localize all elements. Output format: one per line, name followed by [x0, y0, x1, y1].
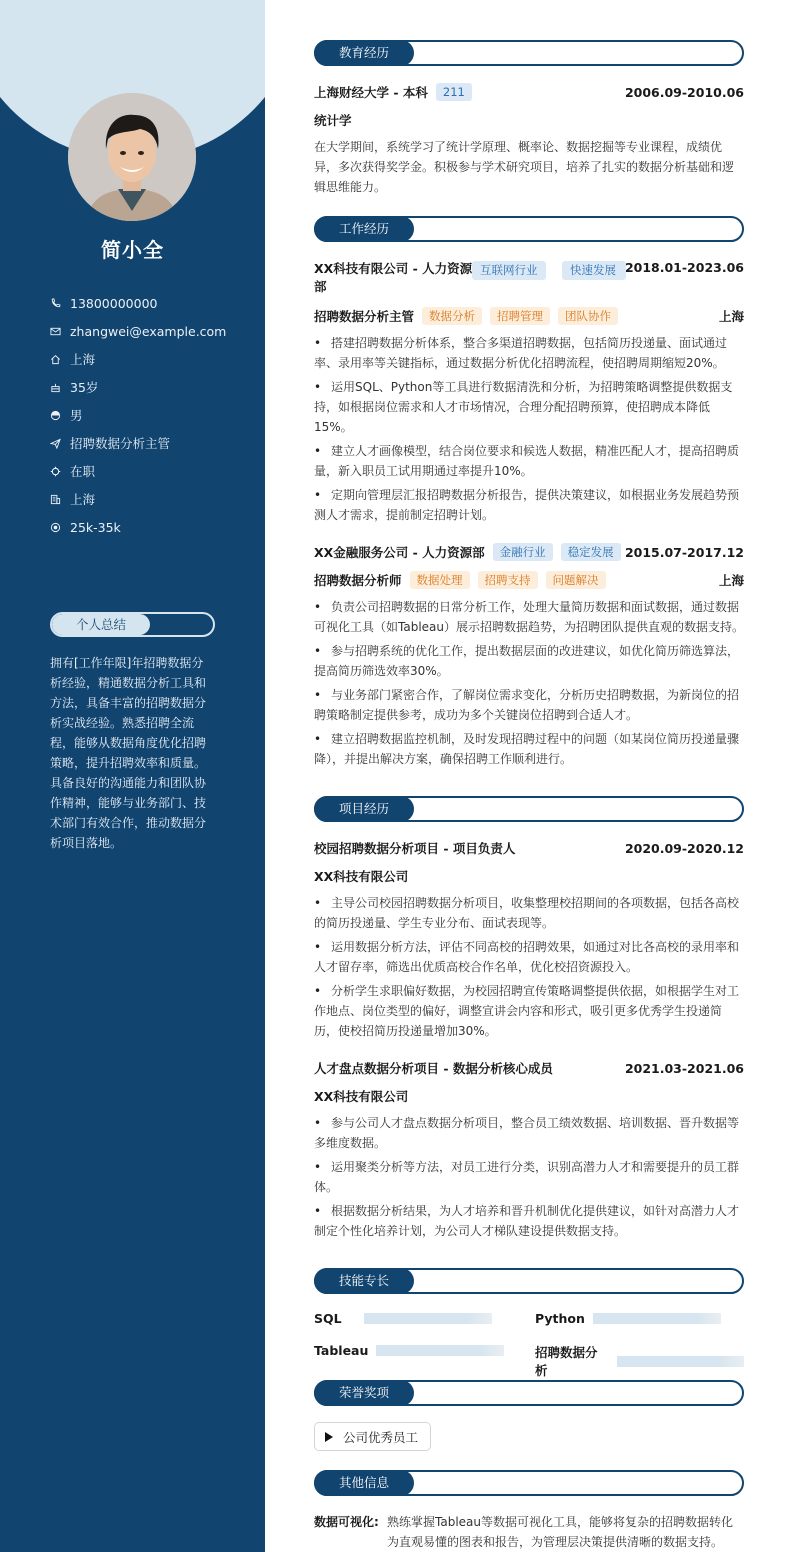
- email-text: zhangwei@example.com: [70, 323, 227, 339]
- project-2-header: [314, 1058, 744, 1078]
- sidebar: [0, 0, 265, 1552]
- info-phone: [50, 289, 250, 317]
- skill-bar: [364, 1313, 492, 1324]
- major-name: 统计学: [314, 113, 352, 128]
- job-2-bullets: [314, 597, 744, 773]
- other-info-text: 熟练掌握Tableau等数据可视化工具，能够将复杂的招聘数据转化为直观易懂的图表和报告，为管理层决策提供清晰的数据支持。: [387, 1515, 733, 1549]
- mail-icon: [50, 324, 70, 338]
- work-section-header: [314, 216, 744, 242]
- location-text: 上海: [70, 352, 96, 367]
- job-1-header: [314, 260, 744, 296]
- job-1-skill-tag-2: 招聘管理: [490, 307, 550, 325]
- skill-python: [535, 1311, 721, 1326]
- skill-label: Tableau: [314, 1343, 369, 1358]
- education-header-row: [314, 82, 744, 102]
- job-2-role: 招聘数据分析师: [314, 573, 402, 588]
- job-2-skill-tag-3: 问题解决: [546, 571, 606, 589]
- job-1-role-row: [314, 306, 744, 326]
- list-item: • 运用SQL、Python等工具进行数据清洗和分析，为招聘策略调整提供数据支持，如根据岗位需求和人才市场情况，合理分配招聘预算，使招聘成本降低15%。: [314, 377, 744, 437]
- age-text: 35岁: [70, 380, 99, 395]
- phone-text: 13800000000: [70, 295, 158, 311]
- projects-title: 项目经历: [314, 796, 414, 822]
- candidate-name: 简小全: [101, 238, 164, 262]
- skill-label: SQL: [314, 1311, 342, 1326]
- info-status: [50, 457, 250, 485]
- school-tag: 211: [436, 83, 472, 101]
- job-2-city: 上海: [718, 573, 744, 588]
- education-date: 2006.09-2010.06: [624, 84, 744, 100]
- salary-text: 25k-35k: [70, 519, 121, 535]
- list-item: • 建立人才画像模型，结合岗位要求和候选人数据，精准匹配人才，提高招聘质量，新入职员工试用期通过率提升10%。: [314, 441, 744, 481]
- info-city: [50, 485, 250, 513]
- project-1-header: [314, 838, 744, 858]
- job-2-industry-tag-2: 稳定发展: [561, 543, 621, 561]
- list-item: • 参与招聘系统的优化工作，提出数据层面的改进建议，如优化简历筛选算法，提高简历筛选效率30%。: [314, 641, 744, 681]
- info-email: [50, 317, 250, 345]
- list-item: • 搭建招聘数据分析体系，整合多渠道招聘数据，包括简历投递量、面试通过率、录用率等关键指标，通过数据分析优化招聘流程，使招聘周期缩短20%。: [314, 333, 744, 373]
- project-1-org: XX科技有限公司: [314, 869, 409, 884]
- summary-section-header: [50, 612, 215, 637]
- skill-bar: [617, 1356, 744, 1367]
- project-2-name: 人才盘点数据分析项目 - 数据分析核心成员: [314, 1061, 553, 1076]
- list-item: • 根据数据分析结果，为人才培养和晋升机制优化提供建议，如针对高潜力人才制定个性化培养计划，为公司人才梯队建设提供数据支持。: [314, 1201, 744, 1241]
- job-2-role-row: [314, 570, 744, 590]
- work-title: 工作经历: [314, 216, 414, 242]
- job-1-skill-tag-1: 数据分析: [422, 307, 482, 325]
- skill-sql: [314, 1311, 492, 1326]
- contact-info-list: [50, 289, 250, 541]
- skills-title: 技能专长: [314, 1268, 414, 1294]
- project-2-bullets: [314, 1113, 744, 1245]
- cake-icon: [50, 380, 70, 394]
- project-2-date: 2021.03-2021.06: [624, 1060, 744, 1076]
- info-salary: [50, 513, 250, 541]
- list-item: • 定期向管理层汇报招聘数据分析报告，提供决策建议，如根据业务发展趋势预测人才需求，提前制定招聘计划。: [314, 485, 744, 525]
- job-1-city: 上海: [718, 309, 744, 324]
- job-1-skill-tag-3: 团队协作: [558, 307, 618, 325]
- award-item[interactable]: [314, 1422, 431, 1451]
- salary-icon: [50, 520, 70, 534]
- info-location: [50, 345, 250, 373]
- avatar: [68, 93, 196, 221]
- job-2-company: XX金融服务公司 - 人力资源部: [314, 545, 485, 560]
- list-item: • 主导公司校园招聘数据分析项目，收集整理校招期间的各项数据，包括各高校的简历投递量、学生专业分布、面试表现等。: [314, 893, 744, 933]
- info-position: [50, 429, 250, 457]
- honors-section-header: [314, 1380, 744, 1406]
- phone-icon: [50, 296, 70, 310]
- project-1-bullets: [314, 893, 744, 1045]
- other-info-label: 数据可视化:: [314, 1515, 379, 1529]
- list-item: • 与业务部门紧密合作，了解岗位需求变化，分析历史招聘数据，为新岗位的招聘策略制定提供参考，成功为多个关键岗位招聘到合适人才。: [314, 685, 744, 725]
- play-triangle-icon: [325, 1432, 333, 1442]
- other-section-header: [314, 1470, 744, 1496]
- education-description: 在大学期间，系统学习了统计学原理、概率论、数据挖掘等专业课程，成绩优异，多次获得奖学金。积极参与学术研究项目，培养了扎实的数据分析基础和逻辑思维能力。: [314, 140, 735, 194]
- project-1-name: 校园招聘数据分析项目 - 项目负责人: [314, 841, 516, 856]
- other-title: 其他信息: [314, 1470, 414, 1496]
- skill-tableau: [314, 1343, 504, 1358]
- project-2-org: XX科技有限公司: [314, 1089, 409, 1104]
- job-1-role: 招聘数据分析主管: [314, 309, 415, 324]
- building-icon: [50, 492, 70, 506]
- school-name: 上海财经大学 - 本科: [314, 85, 428, 100]
- job-1-industry-tag-2: 快速发展: [562, 261, 626, 280]
- skills-section-header: [314, 1268, 744, 1294]
- job-2-date: 2015.07-2017.12: [624, 544, 744, 560]
- list-item: • 分析学生求职偏好数据，为校园招聘宣传策略调整提供依据，如根据学生对工作地点、岗位类型的偏好，调整宣讲会内容和形式，吸引更多优秀学生投递简历，使校招简历投递量增加30%。: [314, 981, 744, 1041]
- job-2-header: [314, 542, 744, 562]
- job-1-company: XX科技有限公司 - 人力资源部: [314, 261, 473, 294]
- job-2-skill-tag-2: 招聘支持: [478, 571, 538, 589]
- job-2-skill-tag-1: 数据处理: [410, 571, 470, 589]
- gender-icon: [50, 408, 70, 422]
- skill-label: 招聘数据分析: [535, 1345, 598, 1378]
- award-label: 公司优秀员工: [343, 1429, 419, 1445]
- list-item: • 运用聚类分析等方法，对员工进行分类，识别高潜力人才和需要提升的员工群体。: [314, 1157, 744, 1197]
- other-info-row: [314, 1512, 744, 1552]
- status-icon: [50, 464, 70, 478]
- gender-text: 男: [70, 408, 83, 423]
- list-item: • 参与公司人才盘点数据分析项目，整合员工绩效数据、培训数据、晋升数据等多维度数据。: [314, 1113, 744, 1153]
- projects-section-header: [314, 796, 744, 822]
- job-1-bullets: [314, 333, 744, 529]
- job-1-date: 2018.01-2023.06: [624, 260, 744, 275]
- skill-bar: [376, 1345, 504, 1356]
- skill-recruiting-analytics: [535, 1343, 744, 1379]
- education-section-header: [314, 40, 744, 66]
- info-age: [50, 373, 250, 401]
- honors-title: 荣誉奖项: [314, 1380, 414, 1406]
- send-icon: [50, 436, 70, 450]
- info-gender: [50, 401, 250, 429]
- skill-label: Python: [535, 1311, 585, 1326]
- project-1-date: 2020.09-2020.12: [624, 840, 744, 856]
- summary-title: 个人总结: [52, 614, 150, 635]
- job-2-industry-tag-1: 金融行业: [493, 543, 553, 561]
- status-text: 在职: [70, 464, 96, 479]
- list-item: • 运用数据分析方法，评估不同高校的招聘效果，如通过对比各高校的录用率和人才留存率，筛选出优质高校合作名单，优化校招资源投入。: [314, 937, 744, 977]
- city-text: 上海: [70, 492, 96, 507]
- summary-text: 拥有[工作年限]年招聘数据分析经验，精通数据分析工具和方法，具备丰富的招聘数据分析实战经验。熟悉招聘全流程，能够从数据角度优化招聘策略，提升招聘效率和质量。具备良好的沟通能力和团队协作精神，能够与业务部门、技术部门有效合作，推动数据分析项目落地。: [50, 656, 207, 850]
- list-item: • 建立招聘数据监控机制，及时发现招聘过程中的问题（如某岗位简历投递量骤降），并提出解决方案，确保招聘工作顺利进行。: [314, 729, 744, 769]
- home-icon: [50, 352, 70, 366]
- position-text: 招聘数据分析主管: [70, 436, 171, 451]
- job-1-industry-tag-1: 互联网行业: [472, 261, 546, 280]
- list-item: • 负责公司招聘数据的日常分析工作，处理大量简历数据和面试数据，通过数据可视化工具（如Tableau）展示招聘数据趋势，为招聘团队提供直观的数据支持。: [314, 597, 744, 637]
- education-title: 教育经历: [314, 40, 414, 66]
- skill-bar: [593, 1313, 721, 1324]
